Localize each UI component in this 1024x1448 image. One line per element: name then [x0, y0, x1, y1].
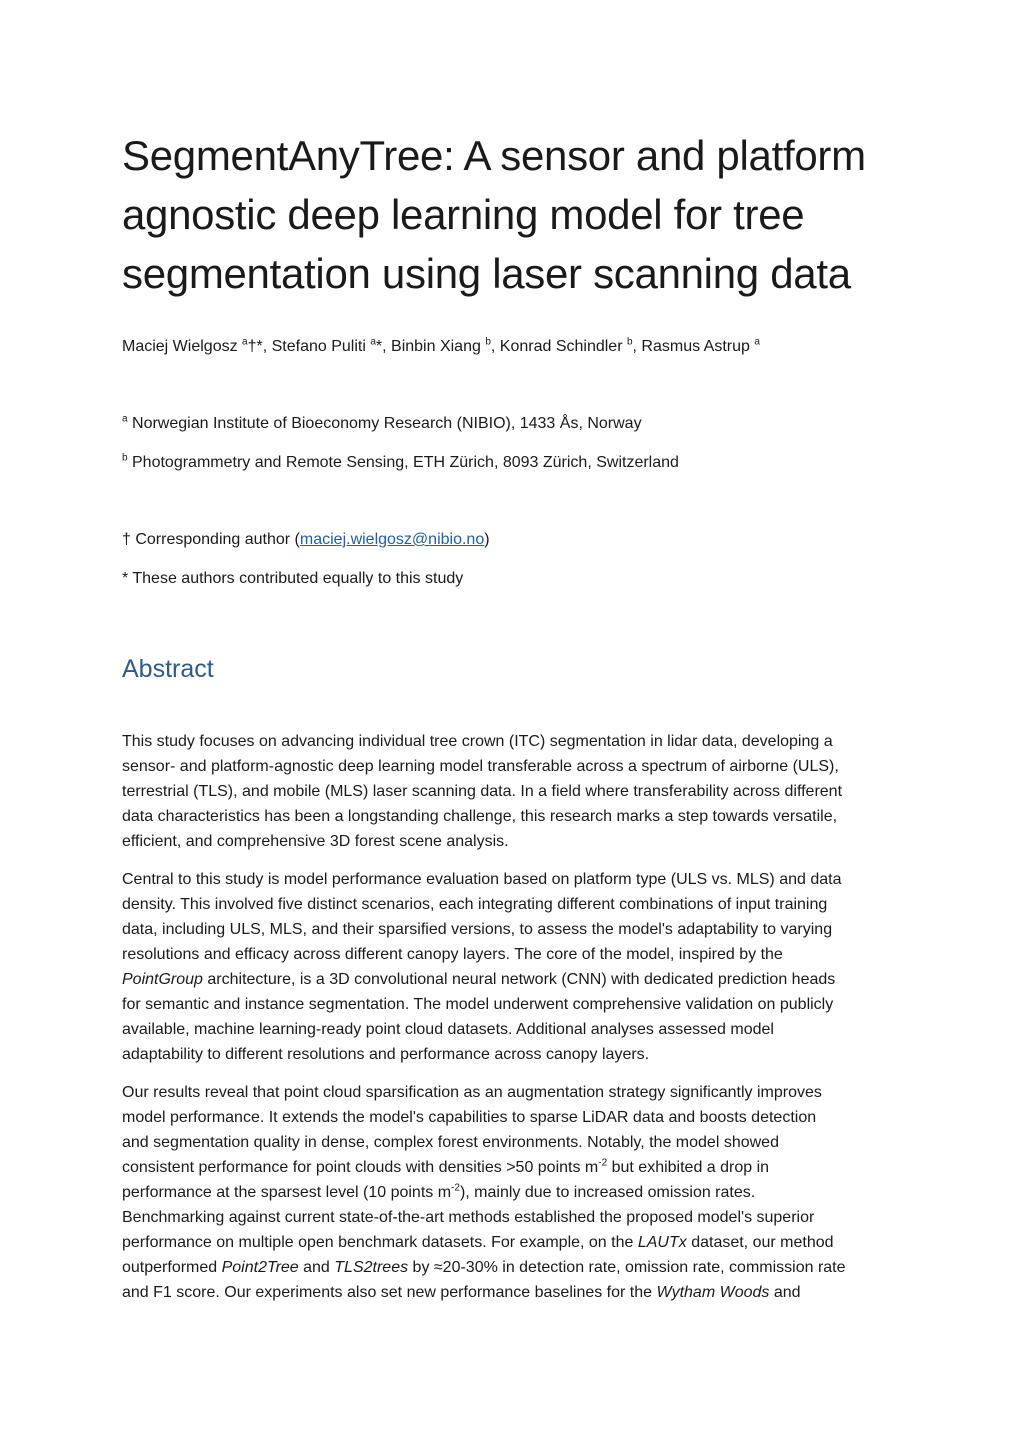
author-name: Maciej Wielgosz: [122, 338, 243, 355]
text-line: sensor- and platform-agnostic deep learning model transferable across a spectrum of airborne (ULS),: [122, 758, 839, 775]
affiliation-text: Norwegian Institute of Bioeconomy Research (NIBIO), 1433 Ås, Norway: [127, 415, 642, 432]
text-line: [122, 1280, 912, 1305]
author-separator: ,: [632, 338, 642, 355]
italic-term: TLS2trees: [334, 1259, 409, 1276]
affiliation-marker: b: [122, 452, 128, 464]
author-marks: †*,: [247, 338, 272, 355]
affiliation-marker: b: [485, 336, 491, 348]
line-text: and: [298, 1259, 335, 1276]
abstract-paragraph-2: [122, 867, 912, 1067]
paper-title: [122, 126, 912, 303]
italic-term: PointGroup: [122, 971, 203, 988]
email-link[interactable]: maciej.wielgosz@nibio.no: [299, 531, 485, 548]
author-name: Stefano Puliti: [271, 338, 371, 355]
superscript: -2: [598, 1157, 608, 1169]
abstract-paragraph-1: [122, 729, 912, 854]
line-text: outperformed: [122, 1259, 222, 1276]
affiliation-marker: a: [754, 336, 760, 348]
text-line: Central to this study is model performance evaluation based on platform type (ULS vs. MLS) and data: [122, 871, 842, 888]
line-text: consistent performance for point clouds with densities >50 points m: [122, 1159, 599, 1176]
text-line: [122, 1180, 912, 1205]
text-line: data characteristics has been a longstanding challenge, this research marks a step towards versatile,: [122, 808, 838, 825]
line-text: dataset, our method: [686, 1234, 834, 1251]
text-line: [122, 1255, 912, 1280]
author-separator: ,: [490, 338, 500, 355]
text-line: [122, 1155, 912, 1180]
line-text: but exhibited a drop in: [607, 1159, 770, 1176]
text-line: resolutions and efficacy across different canopy layers. The core of the model, inspired by the: [122, 946, 783, 963]
title-line: agnostic deep learning model for tree: [122, 191, 805, 238]
line-text: performance at the sparsest level (10 points m: [122, 1184, 452, 1201]
text-line: for semantic and instance segmentation. The model underwent comprehensive validation on publicly: [122, 996, 834, 1013]
corresponding-author-note: [122, 531, 490, 549]
note-text: ): [484, 531, 490, 548]
author-name: Binbin Xiang: [391, 338, 486, 355]
line-text: ), mainly due to increased omission rates.: [459, 1184, 756, 1201]
affiliation-marker: a: [370, 336, 376, 348]
text-line: adaptability to different resolutions and performance across canopy layers.: [122, 1046, 650, 1063]
text-line: and segmentation quality in dense, complex forest environments. Notably, the model showed: [122, 1134, 779, 1151]
abstract-heading: Abstract: [122, 655, 214, 683]
text-line: data, including ULS, MLS, and their sparsified versions, to assess the model's adaptability to varying: [122, 921, 833, 938]
note-text: † Corresponding author (: [122, 531, 300, 548]
author-name: Rasmus Astrup: [641, 338, 755, 355]
line-text: architecture, is a 3D convolutional neural network (CNN) with dedicated prediction heads: [202, 971, 836, 988]
abstract-paragraph-3: [122, 1080, 912, 1305]
text-line: efficient, and comprehensive 3D forest scene analysis.: [122, 833, 509, 850]
italic-term: Wytham Woods: [656, 1284, 770, 1301]
text-line: [122, 967, 912, 992]
author-marks: *,: [375, 338, 392, 355]
affiliation-text: Photogrammetry and Remote Sensing, ETH Zürich, 8093 Zürich, Switzerland: [127, 454, 679, 471]
text-line: terrestrial (TLS), and mobile (MLS) laser scanning data. In a field where transferability across different: [122, 783, 843, 800]
line-text: performance on multiple open benchmark datasets. For example, on the: [122, 1234, 638, 1251]
italic-term: LAUTx: [637, 1234, 687, 1251]
text-line: Benchmarking against current state-of-the-art methods established the proposed model's superior: [122, 1209, 815, 1226]
line-text: and F1 score. Our experiments also set new performance baselines for the: [122, 1284, 657, 1301]
italic-term: Point2Tree: [221, 1259, 299, 1276]
line-text: and: [769, 1284, 801, 1301]
author-name: Konrad Schindler: [499, 338, 627, 355]
affiliation-marker: a: [242, 336, 248, 348]
text-line: Our results reveal that point cloud sparsification as an augmentation strategy significantly improves: [122, 1084, 822, 1101]
equal-contribution-note: * These authors contributed equally to this study: [122, 570, 464, 587]
affiliation-marker: b: [626, 336, 633, 348]
affiliation-b: [122, 454, 679, 472]
affiliation-marker: a: [122, 413, 128, 425]
title-line: segmentation using laser scanning data: [122, 250, 851, 297]
text-line: available, machine learning-ready point cloud datasets. Additional analyses assessed model: [122, 1021, 774, 1038]
text-line: density. This involved five distinct scenarios, each integrating different combinations of input training: [122, 896, 828, 913]
text-line: model performance. It extends the model's capabilities to sparse LiDAR data and boosts detection: [122, 1109, 817, 1126]
superscript: -2: [451, 1182, 460, 1194]
text-line: This study focuses on advancing individual tree crown (ITC) segmentation in lidar data, developing a: [122, 733, 833, 750]
title-line: SegmentAnyTree: A sensor and platform: [122, 132, 866, 179]
affiliation-a: [122, 415, 642, 433]
author-list: [122, 338, 760, 356]
line-text: by ≈20-30% in detection rate, omission rate, commission rate: [408, 1259, 846, 1276]
text-line: [122, 1230, 912, 1255]
